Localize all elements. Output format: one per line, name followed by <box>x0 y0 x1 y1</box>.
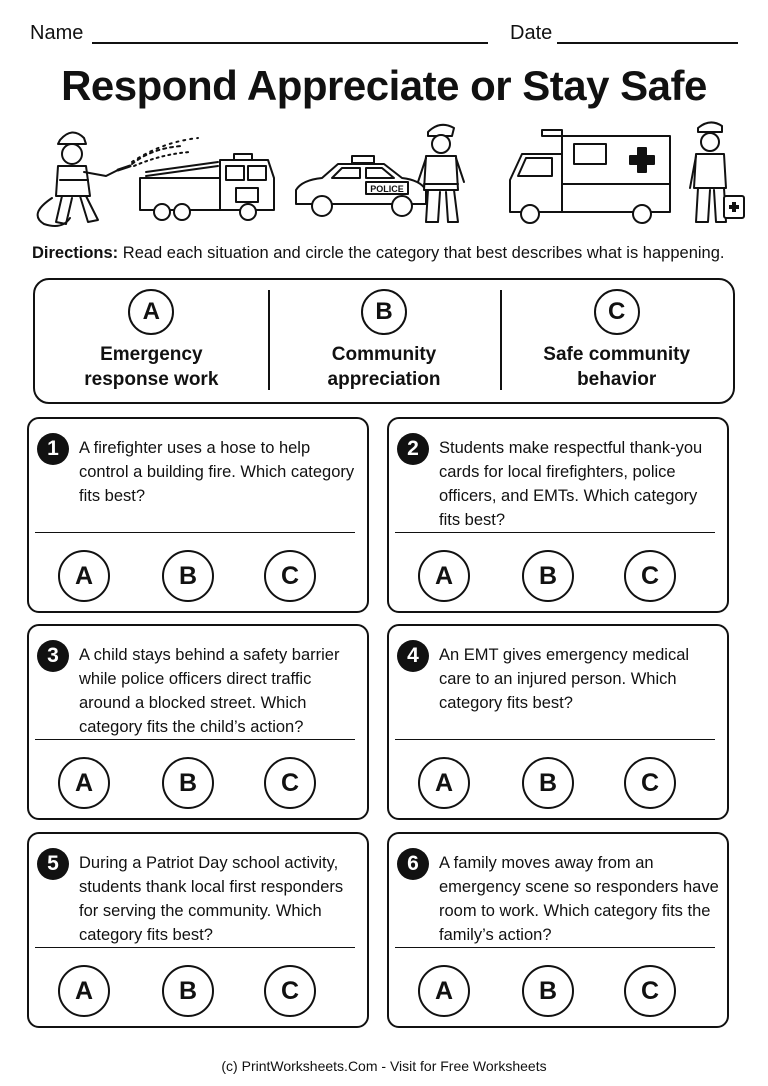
first-responder-illustrations <box>22 118 746 230</box>
answer-option-a[interactable]: A <box>418 550 470 602</box>
category-label-line: response work <box>84 369 219 390</box>
answer-options <box>58 965 348 1017</box>
divider <box>395 947 715 948</box>
police-car-illustration <box>296 156 426 216</box>
question-number: 3 <box>37 640 69 672</box>
answer-option-c[interactable]: C <box>264 965 316 1017</box>
date-blank-line[interactable] <box>557 42 738 44</box>
ambulance-illustration <box>510 130 670 223</box>
answer-option-a[interactable]: A <box>58 550 110 602</box>
fire-truck-illustration <box>140 154 274 220</box>
question-number: 2 <box>397 433 429 465</box>
category-label-line: appreciation <box>327 369 441 390</box>
category-a <box>35 280 268 402</box>
category-label-line: Safe community <box>543 344 691 365</box>
category-b <box>268 280 501 402</box>
police-car-lettering: POLICE <box>370 184 404 194</box>
category-letter: C <box>594 289 640 335</box>
question-card-2 <box>387 417 729 613</box>
emt-illustration <box>690 122 744 222</box>
answer-option-c[interactable]: C <box>624 965 676 1017</box>
question-card-5 <box>27 832 369 1028</box>
answer-option-c[interactable]: C <box>624 757 676 809</box>
police-officer-illustration <box>418 125 464 222</box>
question-card-3 <box>27 624 369 820</box>
answer-options <box>418 550 708 602</box>
directions-text: Read each situation and circle the category that best describes what is happening. <box>118 244 725 262</box>
question-number: 5 <box>37 848 69 880</box>
question-text: During a Patriot Day school activity, students thank local first responders for serving the community. Which category fits best? <box>79 854 344 944</box>
answer-option-a[interactable]: A <box>58 965 110 1017</box>
answer-option-a[interactable]: A <box>418 757 470 809</box>
question-card-4 <box>387 624 729 820</box>
answer-option-c[interactable]: C <box>624 550 676 602</box>
question-card-1 <box>27 417 369 613</box>
directions-label: Directions: <box>32 244 119 262</box>
footer-credit: (c) PrintWorksheets.Com - Visit for Free Worksheets <box>221 1058 547 1074</box>
name-date-row <box>30 20 738 50</box>
answer-option-a[interactable]: A <box>418 965 470 1017</box>
question-number: 1 <box>37 433 69 465</box>
answer-option-b[interactable]: B <box>162 965 214 1017</box>
category-letter: A <box>128 289 174 335</box>
category-key <box>33 278 735 404</box>
answer-option-c[interactable]: C <box>264 550 316 602</box>
directions <box>32 244 724 263</box>
answer-option-a[interactable]: A <box>58 757 110 809</box>
divider <box>35 739 355 740</box>
date-label: Date <box>510 22 553 44</box>
divider <box>35 947 355 948</box>
answer-option-b[interactable]: B <box>522 550 574 602</box>
question-text: Students make respectful thank-you cards for local firefighters, police officers, and EMTs. Which category fits best? <box>439 439 703 529</box>
question-number: 6 <box>397 848 429 880</box>
question-number: 4 <box>397 640 429 672</box>
divider <box>395 739 715 740</box>
question-text: A firefighter uses a hose to help control a building fire. Which category fits best? <box>79 439 355 505</box>
category-letter: B <box>361 289 407 335</box>
category-c <box>500 280 733 402</box>
answer-option-b[interactable]: B <box>522 965 574 1017</box>
name-label: Name <box>30 22 84 44</box>
category-label <box>500 342 733 392</box>
question-text: A family moves away from an emergency scene so responders have room to work. Which category fits the family’s action? <box>439 854 719 944</box>
question-card-6 <box>387 832 729 1028</box>
answer-options <box>58 757 348 809</box>
question-text: An EMT gives emergency medical care to an injured person. Which category fits best? <box>439 646 690 712</box>
category-label-line: Emergency <box>100 344 203 365</box>
question-text: A child stays behind a safety barrier while police officers direct traffic around a blocked street. Which category fits the child’s action? <box>79 646 340 736</box>
name-blank-line[interactable] <box>92 42 488 44</box>
category-label <box>35 342 268 392</box>
category-label-line: Community <box>331 344 437 365</box>
category-label-line: behavior <box>577 369 657 390</box>
answer-options <box>418 757 708 809</box>
answer-option-b[interactable]: B <box>162 757 214 809</box>
answer-option-c[interactable]: C <box>264 757 316 809</box>
worksheet-title: Respond Appreciate or Stay Safe <box>61 62 707 109</box>
divider <box>395 532 715 533</box>
divider <box>35 532 355 533</box>
answer-option-b[interactable]: B <box>162 550 214 602</box>
answer-options <box>58 550 348 602</box>
category-label <box>268 342 501 392</box>
answer-option-b[interactable]: B <box>522 757 574 809</box>
answer-options <box>418 965 708 1017</box>
